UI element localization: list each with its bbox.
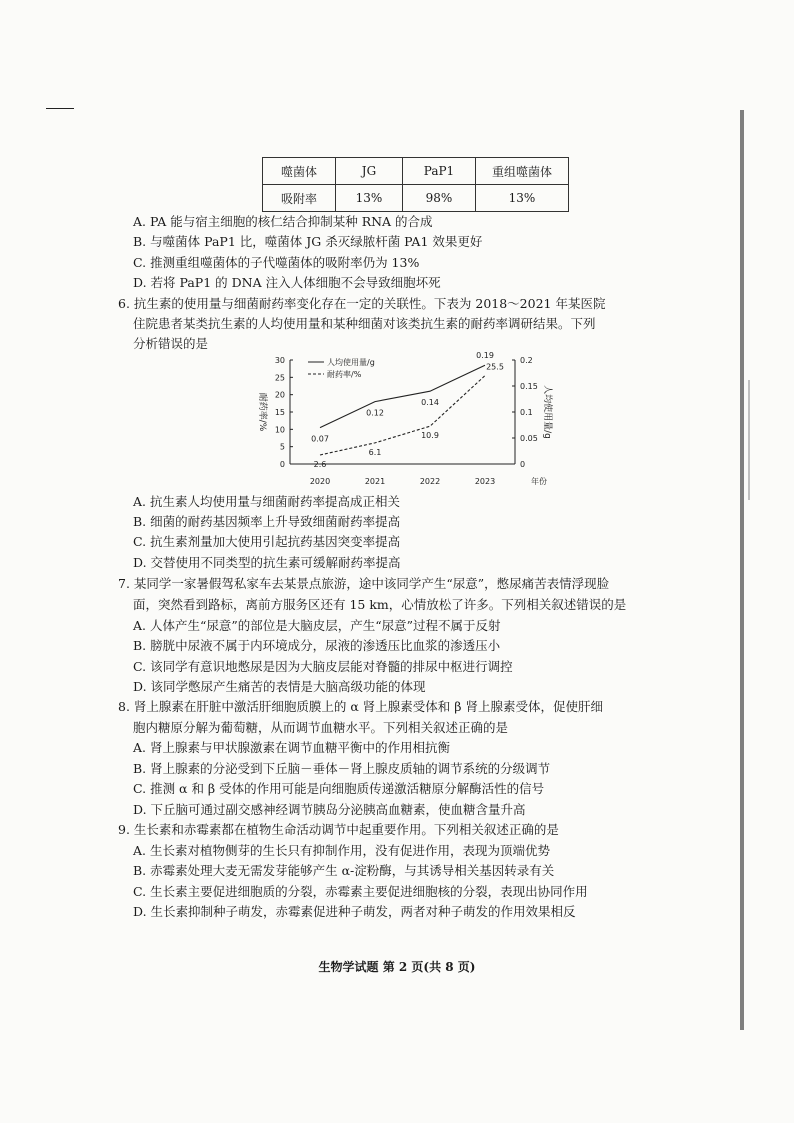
y-axis-label-left: 耐药率/% bbox=[257, 392, 267, 432]
y-tick-label-right: 0.05 bbox=[520, 434, 538, 443]
data-label: 2.6 bbox=[313, 459, 327, 469]
data-label: 0.14 bbox=[421, 398, 439, 408]
y-tick-label-right: 0.2 bbox=[520, 356, 533, 365]
q9-option-d: D. 生长素抑制种子萌发，赤霉素促进种子萌发，两者对种子萌发的作用效果相反 bbox=[133, 904, 576, 919]
data-label: 10.9 bbox=[421, 431, 439, 441]
q9-stem-line: 9. 生长素和赤霉素都在植物生命活动调节中起重要作用。下列相关叙述正确的是 bbox=[118, 822, 559, 837]
table-header-cell: PaP1 bbox=[403, 158, 476, 185]
x-tick-label: 2023 bbox=[474, 477, 496, 486]
q6-option-d: D. 交替使用不同类型的抗生素可缓解耐药率提高 bbox=[133, 555, 401, 570]
y-tick-label-left: 20 bbox=[274, 390, 285, 400]
legend-label: 人均使用量/g bbox=[327, 358, 375, 367]
q9-option-b: B. 赤霉素处理大麦无需发芽能够产生 α-淀粉酶，与其诱导相关基因转录有关 bbox=[133, 863, 555, 878]
q8-option-c: C. 推测 α 和 β 受体的作用可能是向细胞质传递激活糖原分解酶活性的信号 bbox=[133, 781, 545, 796]
q6-stem-line: 分析错误的是 bbox=[133, 336, 209, 351]
data-label: 0.19 bbox=[476, 352, 494, 361]
table-row-label: 吸附率 bbox=[263, 185, 336, 212]
q6-option-a: A. 抗生素人均使用量与细菌耐药率提高成正相关 bbox=[133, 494, 400, 509]
q5-option-b: B. 与噬菌体 PaP1 比，噬菌体 JG 杀灭绿脓杆菌 PA1 效果更好 bbox=[133, 234, 483, 249]
y-tick-label-left: 10 bbox=[274, 425, 285, 435]
table-header-cell: 重组噬菌体 bbox=[476, 158, 569, 185]
data-label: 0.07 bbox=[311, 434, 329, 444]
legend-label: 耐药率/% bbox=[327, 370, 362, 379]
q7-option-a: A. 人体产生“尿意”的部位是大脑皮层，产生“尿意”过程不属于反射 bbox=[133, 618, 501, 633]
q6-option-c: C. 抗生素剂量加大使用引起抗药基因突变率提高 bbox=[133, 534, 401, 549]
table-cell: 13% bbox=[476, 185, 569, 212]
data-label: 6.1 bbox=[368, 447, 382, 457]
q6-stem-line: 6. 抗生素的使用量与细菌耐药率变化存在一定的关联性。下表为 2018～2021 年某医院 bbox=[118, 296, 606, 311]
q5-option-d: D. 若将 PaP1 的 DNA 注入人体细胞不会导致细胞坏死 bbox=[133, 275, 441, 290]
data-label: 0.12 bbox=[366, 408, 384, 418]
table-header-cell: 噬菌体 bbox=[263, 158, 336, 185]
table-cell: 13% bbox=[336, 185, 403, 212]
q8-option-a: A. 肾上腺素与甲状腺激素在调节血糖平衡中的作用相抗衡 bbox=[133, 740, 450, 755]
q6-option-b: B. 细菌的耐药基因频率上升导致细菌耐药率提高 bbox=[133, 514, 401, 529]
y-tick-label-left: 15 bbox=[274, 408, 285, 417]
q7-option-d: D. 该同学憋尿产生痛苦的表情是大脑高级功能的体现 bbox=[133, 679, 426, 694]
table-header-row bbox=[263, 158, 569, 185]
data-label: 25.5 bbox=[486, 362, 504, 372]
q6-stem-line: 住院患者某类抗生素的人均使用量和某种细菌对该类抗生素的耐药率调研结果。下列 bbox=[133, 316, 596, 331]
resistance-chart bbox=[250, 352, 570, 492]
y-tick-label-left: 5 bbox=[279, 442, 285, 452]
y-axis-label-right: 人均使用量/g bbox=[542, 385, 552, 439]
x-tick-label: 2020 bbox=[309, 477, 331, 486]
y-tick-label-left: 30 bbox=[274, 356, 285, 365]
table-cell: 98% bbox=[403, 185, 476, 212]
table-header-cell: JG bbox=[336, 158, 403, 185]
y-tick-label-right: 0 bbox=[520, 460, 526, 469]
corner-mark bbox=[46, 108, 74, 109]
y-tick-label-right: 0.1 bbox=[520, 408, 533, 417]
x-tick-label: 2021 bbox=[364, 477, 386, 486]
chart-axes bbox=[257, 356, 554, 486]
q7-option-c: C. 该同学有意识地憋尿是因为大脑皮层能对脊髓的排尿中枢进行调控 bbox=[133, 659, 513, 674]
page-footer: 生物学试题 第 2 页(共 8 页) bbox=[318, 960, 476, 974]
q8-option-b: B. 肾上腺素的分泌受到下丘脑－垂体－肾上腺皮质轴的调节系统的分级调节 bbox=[133, 761, 551, 776]
table-row bbox=[263, 185, 569, 212]
chart-legend bbox=[308, 357, 375, 379]
q5-option-c: C. 推测重组噬菌体的子代噬菌体的吸附率仍为 13% bbox=[133, 255, 420, 270]
adsorption-table bbox=[262, 157, 569, 212]
scan-edge bbox=[748, 380, 750, 500]
q5-option-a: A. PA 能与宿主细胞的核仁结合抑制某种 RNA 的合成 bbox=[133, 214, 433, 229]
q7-stem-line: 面，突然看到路标，离前方服务区还有 15 km，心情放松了许多。下列相关叙述错误的是 bbox=[133, 597, 627, 612]
q9-option-c: C. 生长素主要促进细胞质的分裂，赤霉素主要促进细胞核的分裂，表现出协同作用 bbox=[133, 884, 588, 899]
q7-option-b: B. 膀胱中尿液不属于内环境成分，尿液的渗透压比血浆的渗透压小 bbox=[133, 638, 501, 653]
q8-stem-line: 8. 肾上腺素在肝脏中激活肝细胞质膜上的 α 肾上腺素受体和 β 肾上腺素受体，促使肝细 bbox=[118, 699, 603, 714]
q7-stem-line: 7. 某同学一家暑假驾私家车去某景点旅游，途中该同学产生“尿意”，憋尿痛苦表情浮现脸 bbox=[118, 576, 610, 591]
y-tick-label-left: 25 bbox=[274, 373, 285, 383]
y-tick-label-right: 0.15 bbox=[520, 382, 538, 391]
q8-option-d: D. 下丘脑可通过副交感神经调节胰岛分泌胰高血糖素，使血糖含量升高 bbox=[133, 802, 526, 817]
x-axis-label: 年份 bbox=[531, 477, 547, 486]
q8-stem-line: 胞内糖原分解为葡萄糖，从而调节血糖水平。下列相关叙述正确的是 bbox=[133, 720, 509, 735]
scan-edge bbox=[740, 110, 744, 1030]
q9-option-a: A. 生长素对植物侧芽的生长只有抑制作用，没有促进作用，表现为顶端优势 bbox=[133, 843, 550, 858]
x-tick-label: 2022 bbox=[419, 477, 441, 486]
y-tick-label-left: 0 bbox=[279, 460, 285, 469]
